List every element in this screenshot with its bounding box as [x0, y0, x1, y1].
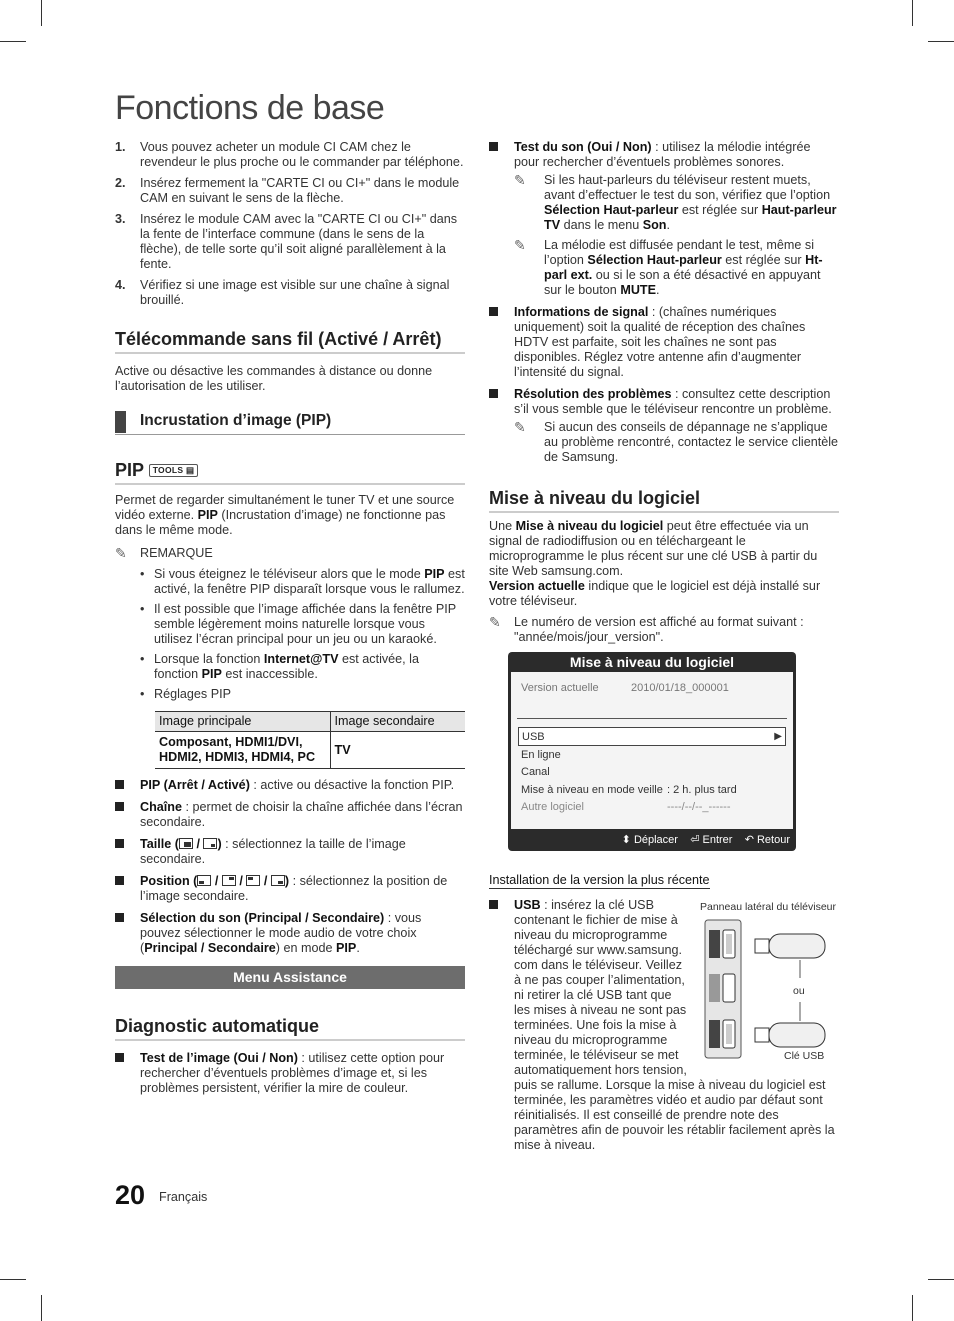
bullet-text: Si vous éteignez le téléviseur alors que le mode	[154, 567, 425, 581]
osd-title: Mise à niveau du logiciel	[569, 654, 735, 670]
install-heading: Installation de la version la plus récente	[489, 873, 710, 887]
item-bold: /	[192, 837, 204, 851]
note-text: dans le menu	[560, 218, 643, 232]
panel-label: Panneau latéral du téléviseur	[700, 901, 837, 913]
pip-intro-text: (Incrustation d’image) ne fonctionne pas dans le même mode.	[115, 508, 446, 537]
item-text: : insérez la clé USB contenant le fichier de mise à niveau du microprogramme téléchargé sur www.samsung. com dans le téléviseur. Veillez à ne pas couper l’alimentation, ni retirer la clé USB tant que les mises à niveau ne sont pas terminées. Une fois la mise à niveau du microprogramme terminée, le téléviseur se met automatiquement hors tension,	[514, 898, 687, 1077]
pip-intro-bold: PIP	[197, 508, 218, 522]
step-number: 1.	[115, 140, 126, 154]
remote-description: Active ou désactive les commandes à distance ou donne l’autorisation de les utiliser.	[115, 364, 433, 393]
note-text: Si aucun des conseils de dépannage ne s’applique au problème rencontré, contactez le service clientèle de Samsung.	[544, 420, 839, 464]
bullet-text: est activé, la fenêtre PIP disparaît lorsque vous le rallumez.	[154, 567, 465, 596]
item-bold: Sélection du son (Principal / Secondaire)	[140, 911, 385, 925]
pip-heading-text: PIP	[115, 460, 144, 480]
return-icon: ↶	[744, 834, 754, 846]
size-large-icon	[179, 838, 193, 849]
crop-mark	[0, 1279, 26, 1280]
item-text: : sélectionnez la taille de l’image secondaire.	[140, 837, 406, 866]
usb-port-slot	[726, 1024, 732, 1044]
enter-icon: ⏎	[690, 834, 700, 846]
move-icon: ⬍	[621, 834, 631, 846]
pencil-icon: ✎	[514, 419, 526, 435]
usb-port-label-icon	[709, 1020, 720, 1048]
usb-option[interactable]	[518, 727, 786, 746]
list-item	[115, 176, 465, 206]
hdmi-label-icon	[709, 974, 720, 1002]
list-item	[140, 602, 465, 647]
table-cell: Composant, HDMI1/DVI, HDMI2, HDMI3, HDMI4, PC	[155, 732, 330, 769]
usb-key-connector	[755, 939, 769, 953]
square-bullet-icon	[115, 913, 124, 922]
table-header: Image principale	[155, 712, 330, 732]
note-text: est réglée sur	[678, 203, 762, 217]
position-bottom-left-icon	[197, 875, 211, 886]
note-bold: Haut-parleur TV	[544, 203, 837, 232]
pencil-icon: ✎	[514, 172, 526, 188]
list-item	[115, 278, 465, 308]
tools-icon: ▤	[186, 465, 195, 475]
square-bullet-icon	[115, 876, 124, 885]
step-text: Insérez le module CAM avec la "CARTE CI ou CI+" dans la fente de l’interface commune (dans le sens de la flèche), de telle sorte qu’il soit aligné parallèlement à la fente.	[140, 212, 458, 271]
online-option[interactable]: En ligne	[521, 749, 561, 761]
bullet-icon: •	[140, 687, 145, 701]
pip-settings-table	[155, 711, 465, 769]
move-label: Déplacer	[633, 834, 678, 846]
usb-panel-illustration	[700, 896, 840, 1066]
item-bold: /	[211, 874, 222, 888]
item-bold: Test du son (Oui / Non)	[514, 140, 652, 154]
step-number: 3.	[115, 212, 126, 226]
note-bold: MUTE	[620, 283, 657, 297]
item-text: : utilisez la mélodie intégrée pour rechercher d’éventuels problèmes sonores.	[514, 140, 811, 169]
note-text: .	[666, 218, 671, 232]
pip-remark	[115, 546, 465, 561]
square-bullet-icon	[115, 1053, 124, 1062]
pencil-icon: ✎	[514, 237, 526, 253]
usb-key-top	[769, 934, 825, 958]
usb-key-label: Clé USB	[784, 1050, 825, 1062]
crop-mark	[41, 0, 42, 26]
page-number: 20	[115, 1180, 146, 1210]
note-bold: Sélection Haut-parleur	[544, 203, 679, 217]
square-bullet-icon	[115, 780, 124, 789]
diagnostic-heading: Diagnostic automatique	[115, 1015, 465, 1041]
crop-mark	[912, 0, 913, 26]
position-top-right-icon	[222, 875, 236, 886]
sound-note-1	[514, 173, 839, 233]
current-version-label: Version actuelle	[521, 682, 599, 694]
menu-assistance-banner: Menu Assistance	[115, 966, 465, 989]
usb-option-label: USB	[522, 731, 545, 743]
bullet-text: Réglages PIP	[154, 687, 232, 701]
size-small-icon	[203, 838, 217, 849]
osd-divider	[517, 718, 787, 719]
crop-mark	[912, 1295, 913, 1321]
step-number: 4.	[115, 278, 126, 292]
upgrade-text: Une	[489, 519, 516, 533]
item-bold: Résolution des problèmes	[514, 387, 672, 401]
note-text: .	[656, 283, 660, 297]
bullet-text: Il est possible que l’image affichée dans la fenêtre PIP semble légèrement moins naturelle lorsque vous utilisez l’écran principal pour un jeu ou un karaoké.	[154, 602, 456, 646]
list-item	[115, 837, 465, 867]
position-top-left-icon	[246, 875, 260, 886]
trouble-note	[514, 420, 839, 465]
item-text: : (chaînes numériques uniquement) soit la qualité de réception des chaînes HDTV est parfaite, soit les chaînes ne sont pas disponibles. Réglez votre antenne afin d’augmenter l’intensité du signal.	[514, 305, 806, 379]
crop-mark	[0, 41, 26, 42]
position-bottom-right-icon	[271, 875, 285, 886]
right-column	[489, 140, 839, 645]
item-bold: Informations de signal	[514, 305, 649, 319]
square-bullet-icon	[489, 142, 498, 151]
item-bold: Chaîne	[140, 800, 182, 814]
upgrade-bold: Version actuelle	[489, 579, 585, 593]
crop-mark	[41, 1295, 42, 1321]
upgrade-bold: Mise à niveau du logiciel	[515, 519, 664, 533]
item-bold: )	[284, 874, 290, 888]
upgrade-text: indique que le logiciel est déjà installé sur votre téléviseur.	[489, 579, 821, 608]
pip-intro	[115, 493, 465, 538]
other-software-label[interactable]: Autre logiciel	[521, 801, 584, 813]
enter-label: Entrer	[702, 834, 733, 846]
table-row	[155, 732, 465, 769]
square-bullet-icon	[489, 307, 498, 316]
crop-mark	[928, 1279, 954, 1280]
item-bold: Taille (	[140, 837, 179, 851]
note-bold: Sélection Haut-parleur	[587, 253, 722, 267]
list-item	[489, 305, 839, 380]
left-column	[115, 140, 465, 1103]
tools-badge	[149, 464, 199, 477]
square-bullet-icon	[115, 839, 124, 848]
bullet-bold: PIP	[424, 567, 445, 581]
list-item	[115, 800, 465, 830]
item-text: : active ou désactive la fonction PIP.	[249, 778, 455, 792]
item-bold: /	[235, 874, 247, 888]
list-item	[115, 911, 465, 956]
play-arrow-icon: ▶	[774, 731, 782, 742]
bullet-icon: •	[140, 602, 145, 616]
current-version-description	[489, 579, 839, 609]
bullet-text: est activée, la fonction	[154, 652, 419, 681]
list-item	[489, 387, 839, 417]
step-text: Insérez fermement la "CARTE CI ou CI+" dans le module CAM en suivant le sens de la flèche.	[140, 176, 460, 205]
list-item	[140, 687, 465, 702]
bullet-icon: •	[140, 567, 145, 581]
usb-port-label-icon	[709, 930, 720, 958]
crop-mark	[928, 41, 954, 42]
note-text: La mélodie est diffusée pendant le test, même si l’option	[544, 238, 814, 267]
item-bold: /	[260, 874, 271, 888]
bullet-text: est inaccessible.	[221, 667, 318, 681]
section-bar	[115, 411, 126, 433]
step-text: Vous pouvez acheter un module CI CAM chez le revendeur le plus proche ou le commander par téléphone.	[140, 140, 464, 169]
standby-upgrade-value: : 2 h. plus tard	[667, 784, 737, 796]
item-bold: Test de l’image (Oui / Non)	[140, 1051, 298, 1065]
list-item	[115, 1051, 465, 1096]
list-item	[140, 567, 465, 597]
pip-heading	[115, 459, 465, 485]
pip-section-heading-text: Incrustation d’image (PIP)	[140, 412, 332, 429]
cam-steps-list	[115, 140, 465, 308]
note-bold: Son	[642, 218, 667, 232]
upgrade-description	[489, 519, 839, 579]
language-label: Français	[159, 1190, 208, 1204]
list-item	[115, 778, 465, 793]
bullet-icon: •	[140, 652, 145, 666]
item-text: : consultez cette description s’il vous semble que le téléviseur rencontre un problème.	[514, 387, 832, 416]
item-bold: Principal / Secondaire	[144, 941, 276, 955]
usb-port-slot	[726, 934, 732, 954]
table-cell: TV	[330, 732, 465, 769]
tools-label: TOOLS	[152, 465, 184, 475]
usb-text-continued: puis se rallume. Lorsque la mise à niveau du logiciel est terminée, les paramètres vidéo et audio par défaut sont réinitialisés. Il est conseillé de prendre note des paramètres afin de pouvoir les rétablir facilement après la mise à niveau.	[514, 1078, 835, 1152]
item-bold: USB	[514, 898, 541, 912]
pip-options-list	[115, 778, 465, 956]
item-text: : permet de choisir la chaîne affichée dans l’écran secondaire.	[140, 800, 463, 829]
square-bullet-icon	[489, 900, 498, 909]
step-number: 2.	[115, 176, 126, 190]
item-text: ) en mode	[275, 941, 336, 955]
or-label: ou	[793, 985, 805, 997]
item-bold: )	[217, 837, 222, 851]
pencil-icon: ✎	[115, 545, 127, 561]
list-item	[115, 212, 465, 272]
list-item	[489, 140, 839, 170]
current-version-value: 2010/01/18_000001	[631, 682, 729, 694]
pip-intro-text: Permet de regarder simultanément le tuner TV et une source vidéo externe.	[115, 493, 455, 522]
list-item	[140, 652, 465, 682]
note-text: Le numéro de version est affiché au format suivant : "année/mois/jour_version".	[514, 615, 804, 644]
list-item	[489, 898, 689, 1078]
step-text: Vérifiez si une image est visible sur une chaîne à signal brouillé.	[140, 278, 450, 307]
usb-key-bottom	[769, 1023, 825, 1047]
page-title: Fonctions de base	[115, 89, 385, 127]
sound-note-2	[514, 238, 839, 298]
table-header-row	[155, 712, 465, 732]
osd-body	[511, 672, 793, 829]
upgrade-text: peut être effectuée via un signal de radiodiffusion ou en téléchargeant le microprogramme le plus récent sur une clé USB à partir du site Web samsung.com.	[489, 519, 818, 578]
bullet-bold: Internet@TV	[263, 652, 339, 666]
note-bold: Ht-parl ext.	[544, 253, 823, 282]
square-bullet-icon	[489, 389, 498, 398]
version-format-note	[489, 615, 839, 645]
osd-footer	[622, 833, 790, 847]
bullet-text: Lorsque la fonction	[154, 652, 264, 666]
item-bold: PIP	[336, 941, 357, 955]
channel-option[interactable]: Canal	[521, 766, 550, 778]
item-bold: PIP (Arrêt / Activé)	[140, 778, 250, 792]
hdmi-port-icon	[723, 974, 735, 1002]
remark-label: REMARQUE	[140, 546, 213, 560]
list-item	[115, 140, 465, 170]
usb-key-connector	[755, 1028, 769, 1042]
table-header: Image secondaire	[330, 712, 465, 732]
note-text: est réglée sur	[721, 253, 806, 267]
pip-section-heading	[115, 411, 465, 435]
software-upgrade-screen	[508, 652, 796, 851]
standby-upgrade-label[interactable]: Mise à niveau en mode veille	[521, 784, 663, 796]
item-text: .	[356, 941, 360, 955]
usb-diagram	[700, 916, 840, 1066]
bullet-bold: PIP	[201, 667, 222, 681]
square-bullet-icon	[115, 802, 124, 811]
other-software-value: ----/--/--_------	[667, 801, 731, 813]
item-bold: Position (	[140, 874, 198, 888]
note-text: Si les haut-parleurs du téléviseur restent muets, avant d’effectuer le test du son, vérifiez que l’option	[544, 173, 831, 202]
item-text: : utilisez cette option pour rechercher d’éventuels problèmes d’image et, si les problèmes persistent, vérifier la mire de couleur.	[140, 1051, 445, 1095]
return-label: Retour	[756, 834, 790, 846]
pencil-icon: ✎	[489, 614, 501, 630]
upgrade-heading: Mise à niveau du logiciel	[489, 487, 839, 513]
list-item	[115, 874, 465, 904]
note-text: ou si le son a été désactivé en appuyant sur le bouton	[544, 268, 821, 297]
item-text: : vous pouvez sélectionner le mode audio de votre choix (	[140, 911, 422, 955]
item-text: : sélectionnez la position de l’image secondaire.	[140, 874, 448, 903]
pip-remark-bullets	[115, 567, 465, 702]
remote-heading: Télécommande sans fil (Activé / Arrêt)	[115, 328, 465, 354]
